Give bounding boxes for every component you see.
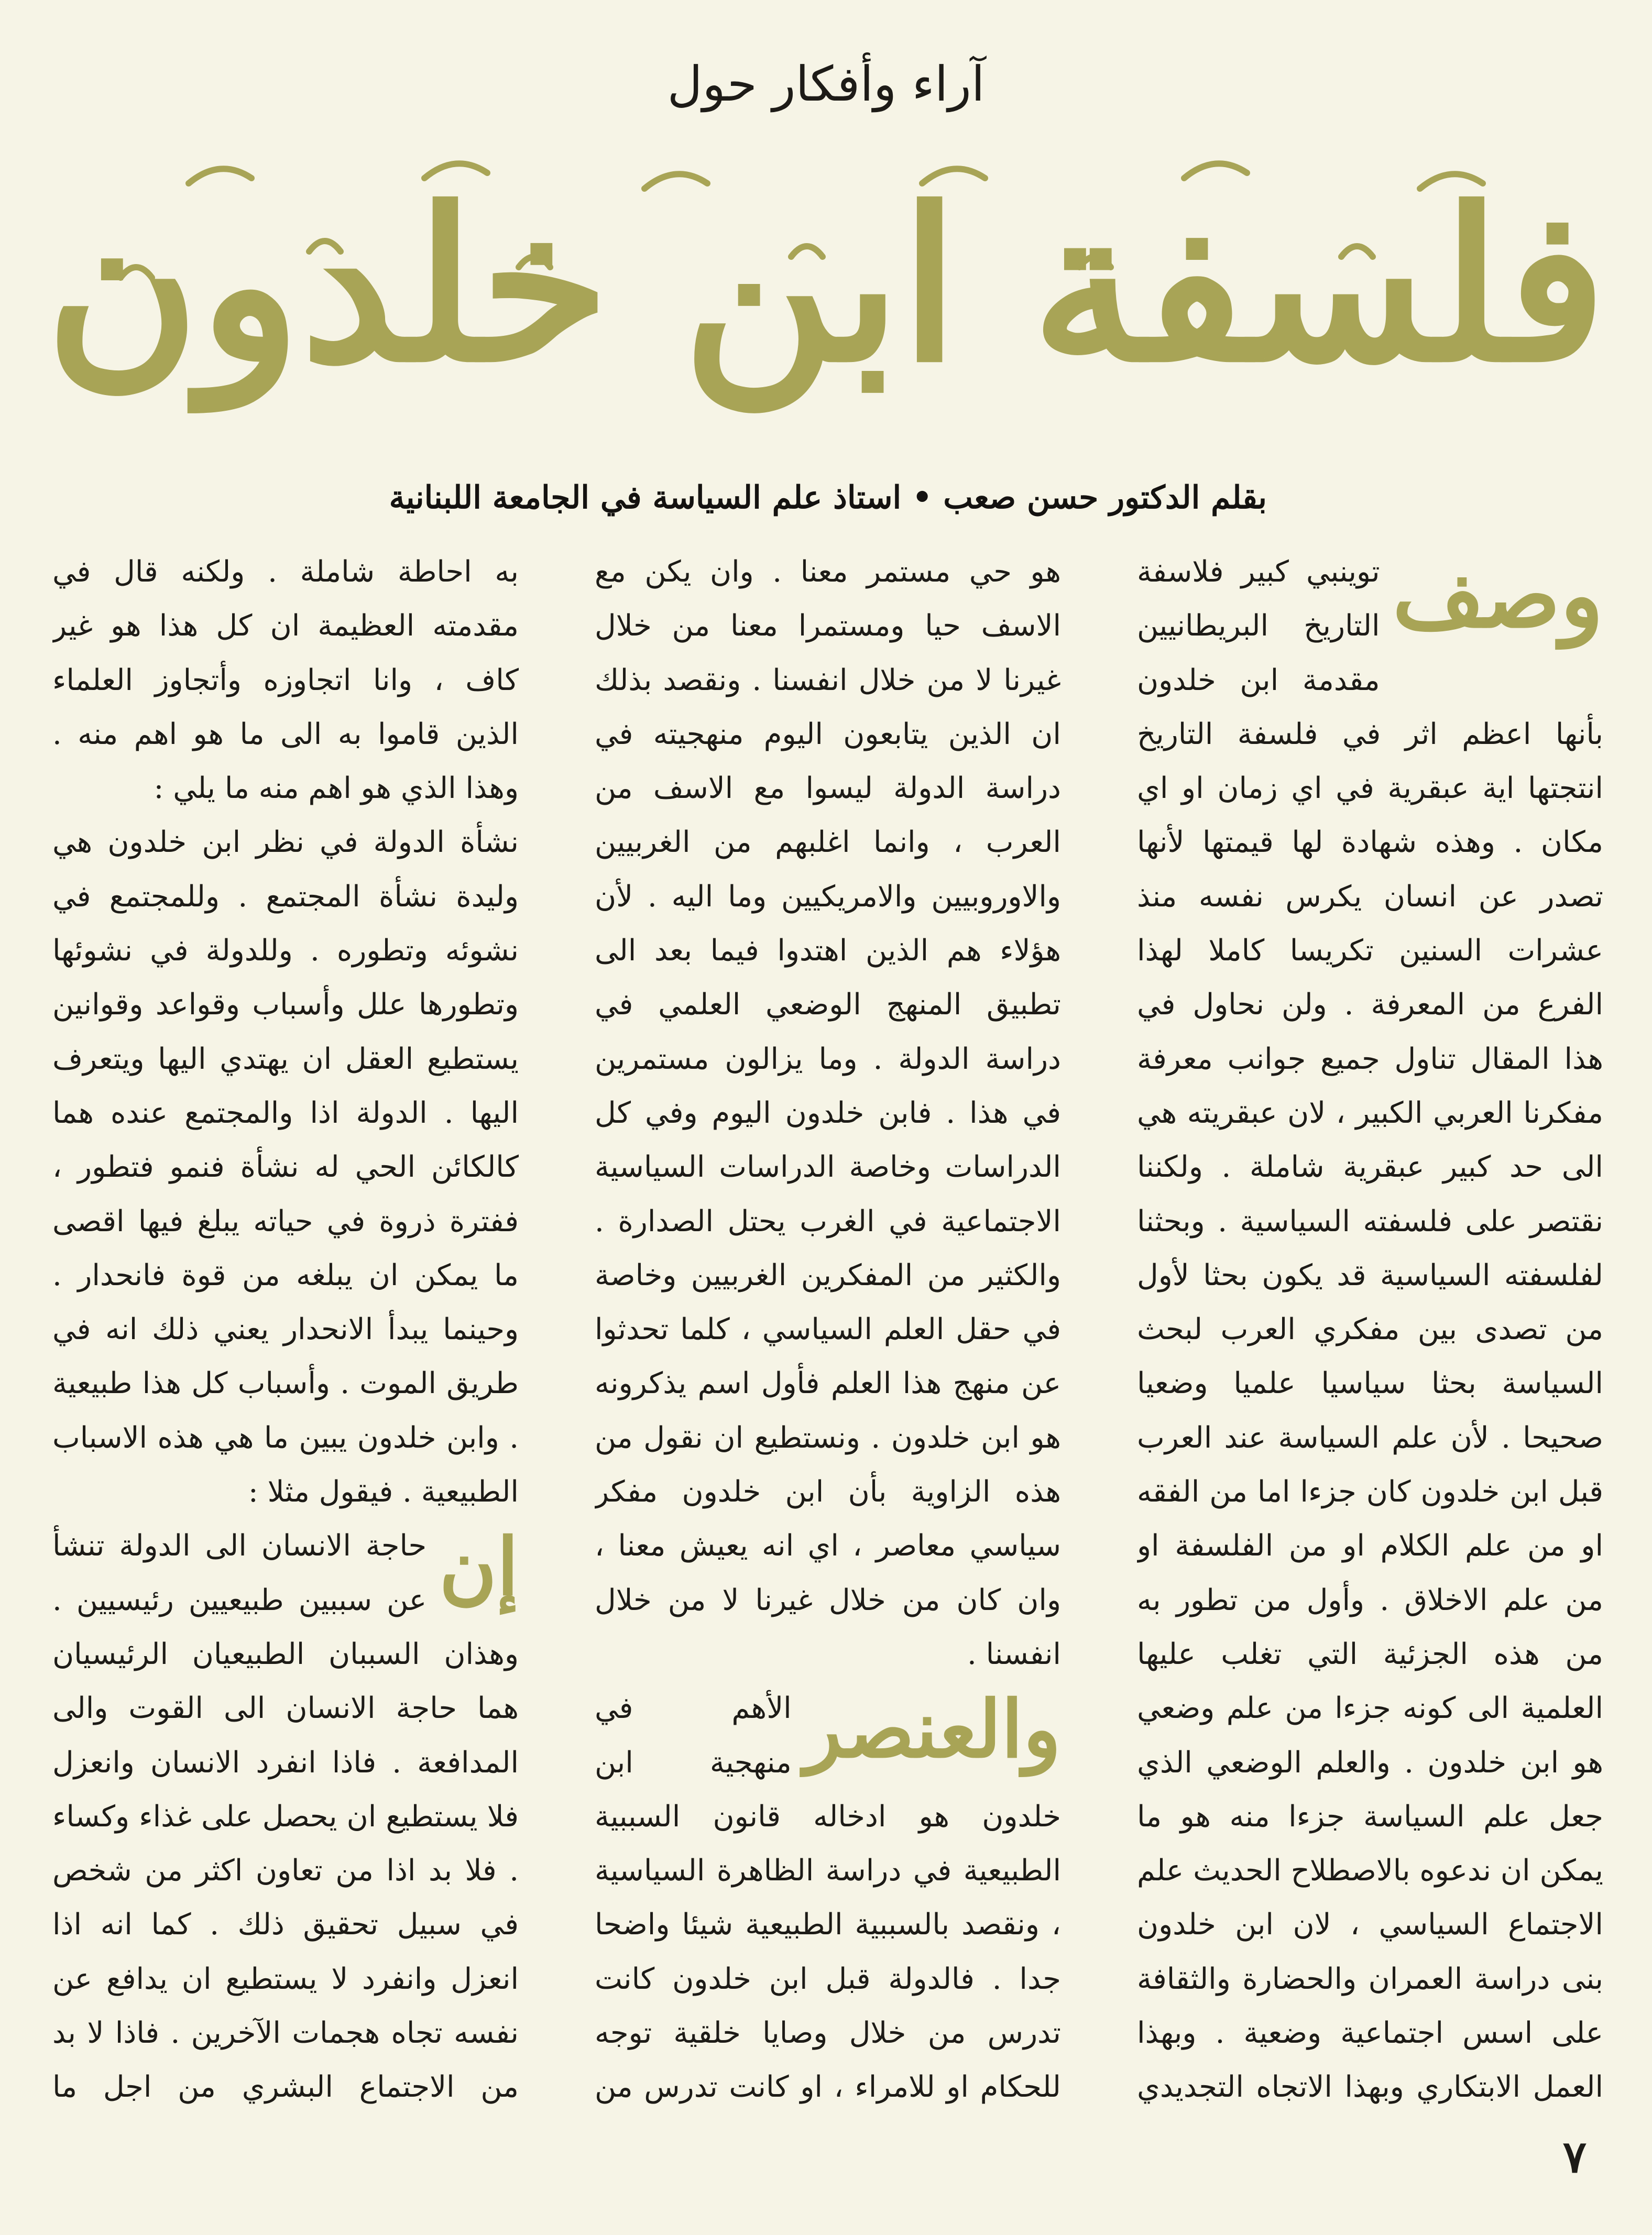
dropcap-1: وصف xyxy=(1392,545,1603,648)
article-columns xyxy=(52,545,1603,2117)
column-3-paragraph-3: حاجة الانسان الى الدولة تنشأ عن سببين طبيعيين رئيسيين . وهذان السببان الطبيعيان الرئيسيان هما حاجة الانسان الى القوت والى المدافعة . فاذا انفرد الانسان وانعزل فلا يستطيع ان يحصل على غذاء وكساء . فلا بد اذا من تعاون اكثر من شخص في سبيل تحقيق ذلك . كما انه اذا انعزل وانفرد لا يستطيع ان يدافع عن نفسه تجاه هجمات الآخرين . فاذا لا بد من الاجتماع البشري من اجل ما xyxy=(52,1529,519,2105)
kicker-text: آراء وأفكار حول xyxy=(667,56,985,112)
dropcap-2: والعنصر xyxy=(804,1683,1061,1776)
byline xyxy=(210,479,1267,516)
column-2 xyxy=(595,545,1061,2117)
column-2-paragraph-2: الأهم في منهجية ابن خلدون هو ادخاله قانون السببية الطبيعية في دراسة الظاهرة السياسية ، ونقصد بالسببية الطبيعية شيئا واضحا جدا . فالدولة قبل ابن خلدون كانت تدرس من خلال وصايا خلقية توجه للحكام او للامراء ، او كانت تدرس من xyxy=(595,1691,1061,2105)
page-number: ٧ xyxy=(1562,2131,1587,2183)
dropcap-3: إن xyxy=(439,1521,519,1614)
kicker-heading xyxy=(0,58,1652,111)
column-2-paragraph-1: هو حي مستمر معنا . وان يكن مع الاسف حيا ومستمرا معنا من خلال غيرنا لا من خلال انفسنا . ونقصد بذلك ان الذين يتابعون اليوم منهجيته في دراسة الدولة ليسوا مع الاسف من العرب ، وانما اغلبهم من الغربيين والاوروبيين والامريكيين وما اليه . لأن هؤلاء هم الذين اهتدوا فيما بعد الى تطبيق المنهج الوضعي العلمي في دراسة الدولة . وما يزالون مستمرين في هذا . فابن خلدون اليوم وفي كل الدراسات وخاصة الدراسات السياسية الاجتماعية في الغرب يحتل الصدارة . والكثير من المفكرين الغربيين وخاصة في حقل العلم السياسي ، كلما تحدثوا عن منهج هذا العلم فأول اسم يذكرونه هو ابن خلدون . ونستطيع ان نقول من هذه الزاوية بأن ابن خلدون مفكر سياسي معاصر ، اي انه يعيش معنا ، وان كان من خلال غيرنا لا من خلال انفسنا . xyxy=(595,555,1061,1671)
column-3 xyxy=(52,545,519,2117)
main-title-text: فلسفة ابن خلدون xyxy=(45,162,1607,409)
column-1-paragraph: توينبي كبير فلاسفة التاريخ البريطانيين مقدمة ابن خلدون بأنها اعظم اثر في فلسفة التاريخ انتجتها اية عبقرية في اي زمان او اي مكان . وهذه شهادة لها قيمتها لأنها تصدر عن انسان يكرس نفسه منذ عشرات السنين تكريسا كاملا لهذا الفرع من المعرفة . ولن نحاول في هذا المقال تناول جميع جوانب معرفة مفكرنا العربي الكبير ، لان عبقريته هي الى حد كبير عبقرية شاملة . ولكننا نقتصر على فلسفته السياسية . وبحثنا لفلسفته السياسية قد يكون بحثا لأول من تصدى بين مفكري العرب لبحث السياسة بحثا سياسيا علميا وضعيا صحيحا . لأن علم السياسة عند العرب قبل ابن خلدون كان جزءا اما من الفقه او من علم الكلام او من الفلسفة او من علم الاخلاق . وأول من تطور به من هذه الجزئية التي تغلب عليها العلمية الى كونه جزءا من علم وضعي هو ابن خلدون . والعلم الوضعي الذي جعل علم السياسة جزءا منه هو ما يمكن ان ندعوه بالاصطلاح الحديث علم الاجتماع السياسي ، لان ابن خلدون بنى دراسة العمران والحضارة والثقافة على اسس اجتماعية وضعية . وبهذا العمل الابتكاري وبهذا الاتجاه التجديدي xyxy=(1137,555,1603,2105)
column-3-paragraph-2: نشأة الدولة في نظر ابن خلدون هي وليدة نشأة المجتمع . وللمجتمع في نشوئه وتطوره . وللدولة في نشوئها وتطورها علل وأسباب وقواعد وقوانين يستطيع العقل ان يهتدي اليها ويتعرف اليها . الدولة اذا والمجتمع عنده هما كالكائن الحي له نشأة فنمو فتطور ، ففترة ذروة في حياته يبلغ فيها اقصى ما يمكن ان يبلغه من قوة فانحدار . وحينما يبدأ الانحدار يعني ذلك انه في طريق الموت . وأسباب كل هذا طبيعية . وابن خلدون يبين ما هي هذه الاسباب الطبيعية . فيقول مثلا : xyxy=(52,825,519,1509)
byline-text: بقلم الدكتور حسن صعب • استاذ علم السياسة في الجامعة اللبنانية xyxy=(389,479,1267,516)
column-1 xyxy=(1137,545,1603,2117)
main-title xyxy=(45,149,1607,422)
column-3-paragraph-1: به احاطة شاملة . ولكنه قال في مقدمته العظيمة ان كل هذا هو غير كاف ، وانا اتجاوزه وأتجاوز العلماء الذين قاموا به الى ما هو اهم منه . وهذا الذي هو اهم منه ما يلي : xyxy=(52,555,519,806)
